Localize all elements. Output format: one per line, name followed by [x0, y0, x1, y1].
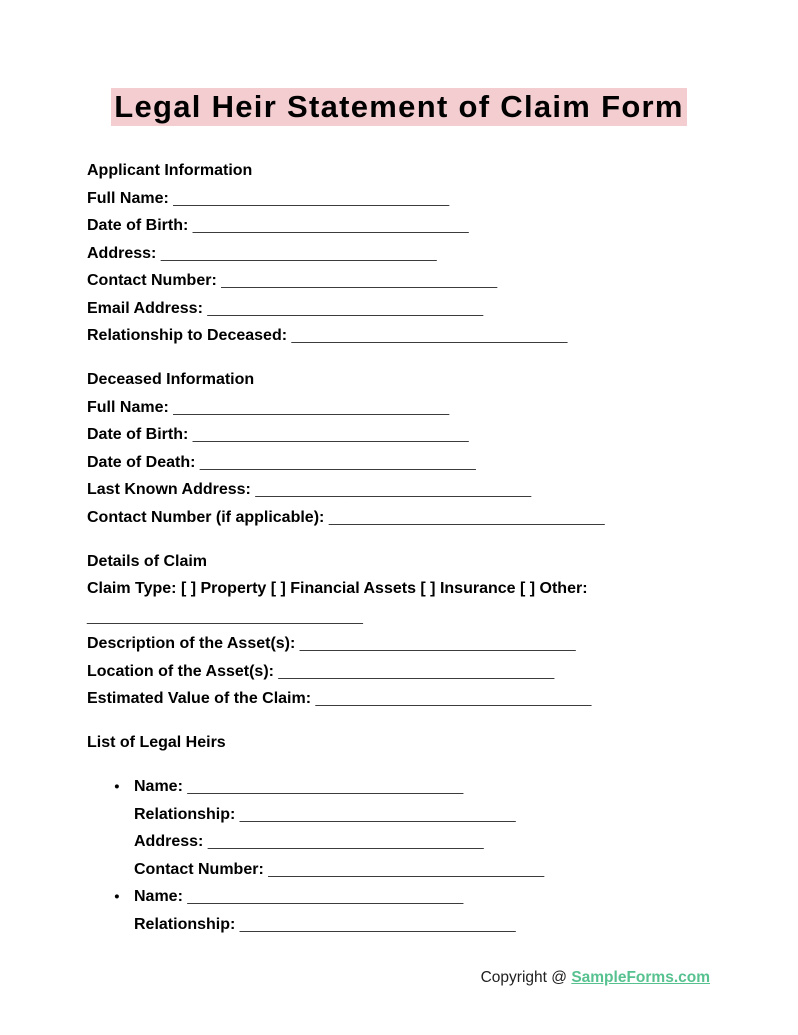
heir-field-line: [114, 773, 747, 801]
blank-underline: _______________________________: [291, 327, 568, 344]
blank-underline: _______________________________: [187, 778, 464, 795]
field-line: [87, 603, 747, 631]
field-label: Estimated Value of the Claim:: [87, 690, 312, 707]
field-label: Full Name:: [87, 189, 169, 207]
blank-underline: _______________________________: [173, 189, 450, 207]
field-label: Name:: [134, 778, 183, 795]
blank-underline: _______________________________: [207, 299, 484, 317]
field-label: Contact Number:: [134, 860, 264, 878]
blank-underline: _______________________________: [268, 860, 545, 878]
section-heading: List of Legal Heirs: [87, 734, 226, 751]
field-line: [87, 658, 747, 686]
heir-field-line: [134, 911, 747, 939]
field-line: [87, 240, 747, 268]
section-deceased-information: [87, 366, 747, 531]
field-label: Full Name:: [87, 398, 169, 416]
field-line: [87, 421, 747, 449]
heir-field-line: [114, 883, 747, 911]
field-line: [87, 267, 747, 295]
blank-underline: _______________________________: [239, 915, 516, 933]
section-list-of-legal-heirs: [87, 729, 747, 938]
form-body: [87, 157, 747, 938]
field-line: [87, 185, 747, 213]
field-line: [87, 504, 747, 532]
sampleforms-link[interactable]: SampleForms.com: [571, 969, 710, 986]
heir-field-line: [134, 801, 747, 829]
section-heading: Deceased Information: [87, 371, 255, 388]
field-line: [87, 575, 747, 603]
field-line: [87, 630, 747, 658]
field-label: Date of Birth:: [87, 426, 189, 443]
field-label: Contact Number:: [87, 272, 217, 289]
blank-underline: _______________________________: [255, 481, 532, 498]
blank-underline: _______________________________: [207, 833, 484, 850]
field-label: Claim Type: [ ] Property [ ] Financial Assets [ ] Insurance [ ] Other:: [87, 580, 588, 597]
blank-underline: _______________________________: [315, 690, 592, 707]
blank-underline: _______________________________: [192, 217, 469, 234]
blank-underline: _______________________________: [199, 453, 476, 471]
field-label: Name:: [134, 888, 183, 905]
heir-field-line: [134, 856, 747, 884]
field-line: [87, 394, 747, 422]
title-row: [0, 88, 798, 126]
blank-underline: _______________________________: [192, 426, 469, 443]
footer: [481, 965, 710, 990]
section-heading: Details of Claim: [87, 552, 208, 570]
field-line: [87, 476, 747, 504]
field-label: Location of the Asset(s):: [87, 662, 274, 680]
copyright-text: Copyright @: [480, 969, 567, 986]
field-label: Relationship:: [134, 915, 236, 933]
blank-underline: _______________________________: [299, 635, 576, 652]
section-details-of-claim: [87, 548, 747, 713]
bullet-icon: ●: [114, 891, 120, 902]
field-line: [87, 685, 747, 713]
blank-underline: _______________________________: [173, 398, 450, 416]
field-label: Address:: [134, 833, 204, 850]
field-line: [87, 212, 747, 240]
blank-underline: _______________________________: [187, 888, 464, 905]
section-heading: Applicant Information: [87, 162, 253, 179]
heir-field-line: [134, 828, 747, 856]
section-applicant-information: [87, 157, 747, 350]
heirs-list: [87, 773, 747, 938]
field-label: Last Known Address:: [87, 481, 251, 498]
blank-underline: _______________________________: [221, 272, 498, 289]
field-label: Date of Birth:: [87, 217, 189, 234]
bullet-icon: ●: [114, 781, 120, 792]
field-line: [87, 322, 747, 350]
blank-underline: _______________________________: [278, 662, 555, 680]
field-line: [87, 295, 747, 323]
field-label: Email Address:: [87, 299, 203, 317]
field-label: Relationship:: [134, 805, 236, 823]
blank-underline: _______________________________: [328, 508, 605, 526]
field-label: Contact Number (if applicable):: [87, 508, 325, 526]
field-label: Date of Death:: [87, 453, 196, 471]
blank-underline: _______________________________: [239, 805, 516, 823]
blank-underline: _______________________________: [160, 244, 437, 262]
field-line: [87, 449, 747, 477]
field-label: Address:: [87, 244, 157, 262]
field-label: Description of the Asset(s):: [87, 635, 296, 652]
blank-underline: _______________________________: [87, 607, 363, 625]
page-title: Legal Heir Statement of Claim Form: [111, 88, 687, 126]
field-label: Relationship to Deceased:: [87, 327, 288, 344]
